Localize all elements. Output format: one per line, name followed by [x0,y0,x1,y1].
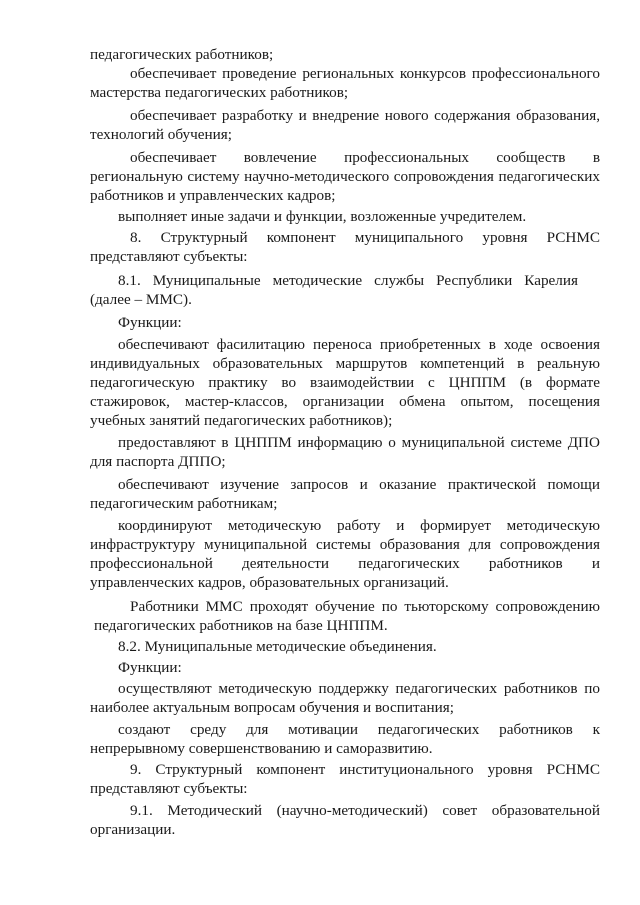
section-heading-9: 9. Структурный компонент институционального уровня РСНМС [130,761,600,778]
subsection-heading-8-2: 8.2. Муниципальные методические объединения. [118,638,437,655]
text-line: работников и управленческих кадров; [90,187,336,204]
text-line: управленческих кадров, образовательных организаций. [90,574,449,591]
text-line: педагогических работников на базе ЦНППМ. [94,617,388,634]
text-line: технологий обучения; [90,126,232,143]
text-line: инфраструктуру муниципальной системы образования для сопровождения [90,536,600,553]
text-line: обеспечивают фасилитацию переноса приобретенных в ходе освоения [118,336,600,353]
subsection-heading-9-1: 9.1. Методический (научно-методический) совет образовательной [130,802,600,819]
text-line: региональную систему научно-методического сопровождения педагогических [90,168,600,185]
text-line: мастерства педагогических работников; [90,84,349,101]
text-line: педагогических работников; [90,46,274,63]
text-line: выполняет иные задачи и функции, возложенные учредителем. [118,208,527,225]
text-line: для паспорта ДППО; [90,453,226,470]
text-line: представляют субъекты: [90,780,248,797]
section-heading-8: 8. Структурный компонент муниципального уровня РСНМС [130,229,600,246]
text-line: обеспечивает вовлечение профессиональных сообществ в [130,149,600,166]
text-line: стажировок, мастер-классов, организации обмена опытом, посещения [90,393,600,410]
text-line: (далее – ММС). [90,291,192,308]
text-line: профессиональной деятельности педагогических работников и [90,555,600,572]
text-line: непрерывному совершенствованию и саморазвитию. [90,740,433,757]
text-line: педагогическую практику во взаимодействии с ЦНППМ (в формате [90,374,600,391]
text-line: представляют субъекты: [90,248,248,265]
text-line: осуществляют методическую поддержку педагогических работников по [118,680,600,697]
text-line: обеспечивают изучение запросов и оказание практической помощи [118,476,600,493]
text-line: индивидуальных образовательных маршрутов компетенций в реальную [90,355,600,372]
text-line: организации. [90,821,176,838]
text-line: обеспечивает разработку и внедрение нового содержания образования, [130,107,600,124]
text-line: предоставляют в ЦНППМ информацию о муниципальной системе ДПО [118,434,600,451]
text-line: координируют методическую работу и формирует методическую [118,517,600,534]
functions-heading: Функции: [118,314,182,331]
text-line: наиболее актуальным вопросам обучения и воспитания; [90,699,455,716]
text-line: педагогическим работникам; [90,495,278,512]
text-line: учебных занятий педагогических работников); [90,412,393,429]
subsection-heading-8-1: 8.1. Муниципальные методические службы Республики Карелия [118,272,578,289]
text-line: обеспечивает проведение региональных конкурсов профессионального [130,65,600,82]
functions-heading: Функции: [118,659,182,676]
text-line: Работники ММС проходят обучение по тьюторскому сопровождению [130,598,600,615]
text-line: создают среду для мотивации педагогических работников к [118,721,600,738]
